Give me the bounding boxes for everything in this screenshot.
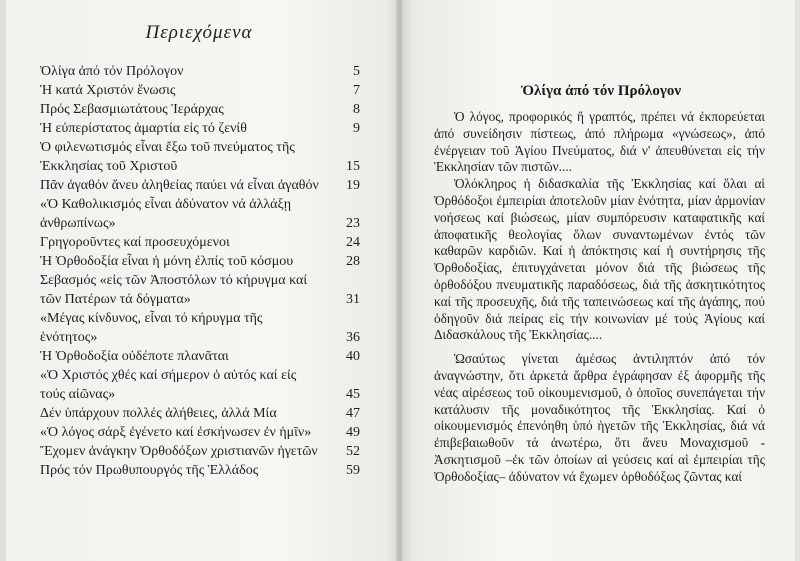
toc-entry-title: Ἡ εὐπερίστατος ἁμαρτία εἰς τό ζενίθ: [40, 121, 247, 136]
toc-entry: [40, 138, 360, 176]
toc-entry-page: 28: [346, 254, 360, 269]
toc-entry-page: 8: [353, 102, 360, 117]
body-text: [434, 109, 765, 486]
toc-entry-page: 23: [346, 216, 360, 231]
toc-entry-title: Ὀλίγα ἀπό τόν Πρόλογον: [40, 64, 184, 79]
toc-entry-title: «Μέγας κίνδυνος, εἶναι τό κήρυγμα τῆς ἑνότητος»: [40, 311, 263, 345]
toc-entry-title: Δέν ὑπάρχουν πολλές ἀλήθειες, ἀλλά Μία: [40, 406, 277, 421]
toc-entry-title: «Ὁ λόγος σάρξ ἐγένετο καί ἐσκήνωσεν ἐν ἡμῖν»: [40, 425, 312, 440]
toc-entry: [40, 461, 360, 480]
toc-entry: [40, 442, 360, 461]
paragraph: Ὁλόκληρος ἡ διδασκαλία τῆς Ἐκκλησίας καί ὅλαι αἱ Ὀρθόδοξοι ἐμπειρίαι ἀποτελοῦν μίαν ἑνότητα, μίαν ἁρμονίαν νοήσεως καί βιώσεως, μίαν συμπόρευσιν καταφατικῆς καί ἀποφατικῆς θεολογίας ὅλων συναντωμένων ἐντός τῶν καθαρῶν καρδιῶν. Καί ἡ ἀπόκτησις καί ἡ συντήρησις τῆς Ὀρθοδοξίας, ἐπιτυγχάνεται μόνον διά τῆς βιώσεως τῆς ὀρθοδόξου πνευματικῆς παραδόσεως, διά τῆς ἀσκητικότητος καί τῆς προσευχῆς, διά τῆς ταπεινώσεως καί τῆς ἀγάπης, πού ὁδηγοῦν διά πείρας εἰς τήν κοινωνίαν μέ τούς Ἁγίους καί Διδασκάλους τῆς Ἐκκλησίας....: [434, 176, 765, 343]
section-title: Ὀλίγα ἀπό τόν Πρόλογον: [520, 83, 682, 99]
paragraph: Ὁ λόγος, προφορικός ἤ γραπτός, πρέπει νά ἐκπορεύεται ἀπό συνείδησιν πίστεως, ἀπό πλήρωμα «γνώσεως», ἀπό ἐνέργειαν τοῦ Ἁγίου Πνεύματος, διά ν' ἀπευθύνεται εἰς τήν Ἐκκλησίαν τῶν πιστῶν....: [434, 109, 765, 175]
toc-entry: [40, 119, 360, 138]
toc-entry-page: 9: [353, 121, 360, 136]
toc-entry-page: 36: [346, 330, 360, 345]
toc-entry-page: 49: [346, 425, 360, 440]
toc-entry-title: Γρηγοροῦντες καί προσευχόμενοι: [40, 235, 230, 250]
toc-entry-page: 45: [346, 387, 360, 402]
toc-entry-page: 31: [346, 292, 360, 307]
toc-entry: [40, 233, 360, 252]
toc-entry-page: 24: [346, 235, 360, 250]
toc-entry-title: Πᾶν ἀγαθόν ἄνευ ἀληθείας παύει νά εἶναι ἀγαθόν: [40, 178, 319, 193]
toc-entry: [40, 252, 360, 271]
toc-entry-title: Πρός τόν Πρωθυπουργός τῆς Ἑλλάδος: [40, 463, 259, 478]
toc-heading: Περιεχόμενα: [145, 22, 253, 43]
toc-entry: [40, 366, 360, 404]
toc-entry: [40, 404, 360, 423]
toc-entry-title: Ἔχομεν ἀνάγκην Ὀρθοδόξων χριστιανῶν ἡγετῶν: [40, 444, 318, 459]
toc-entry: [40, 271, 360, 309]
table-of-contents: [40, 62, 360, 480]
toc-entry: [40, 423, 360, 442]
toc-entry: [40, 81, 360, 100]
toc-entry: [40, 100, 360, 119]
toc-entry: [40, 309, 360, 347]
toc-entry-page: 5: [353, 64, 360, 79]
toc-entry-page: 47: [346, 406, 360, 421]
paragraph: Ὡσαύτως γίνεται ἀμέσως ἀντιληπτόν ἀπό τόν ἀναγνώστην, ὅτι ἀρκετά ἄρθρα ἐγράφησαν ἐξ ἀφορμῆς τῆς νέας αἱρέσεως τοῦ οἰκουμενισμοῦ, ὁ ὁποῖος συνεπάγεται τήν κατάλυσιν τῆς μοναδικότητος τῆς Ἐκκλησίας. Καί ὁ οἰκουμενισμός ἐπενόηθη ὑπό ἡγετῶν τῆς Ἐκκλησίας, διά νά ἐπιβεβαιωθοῦν τά ἀνωτέρω, ὅτι ἄνευ Μοναχισμοῦ - Ἀσκητισμοῦ –ἐκ τῶν ὁποίων αἱ γεύσεις καί αἱ ἐμπειρίαι τῆς Ὀρθοδοξίας– ἀδύνατον νά ἔχωμεν ὀρθοδόξως ζῶντας καί: [434, 351, 765, 484]
toc-entry-title: Σεβασμός «εἰς τῶν Ἀποστόλων τό κήρυγμα καί τῶν Πατέρων τά δόγματα»: [40, 273, 308, 307]
toc-entry-page: 7: [353, 83, 360, 98]
toc-entry-page: 40: [346, 349, 360, 364]
toc-entry-title: Πρός Σεβασμιωτάτους Ἱεράρχας: [40, 102, 224, 117]
toc-entry: [40, 195, 360, 233]
toc-entry: [40, 62, 360, 81]
toc-entry: [40, 347, 360, 366]
toc-entry-page: 19: [346, 178, 360, 193]
toc-entry-title: Ἡ Ὀρθοδοξία εἶναι ἡ μόνη ἐλπίς τοῦ κόσμου: [40, 254, 294, 269]
toc-entry-title: «Ὁ Χριστός χθές καί σήμερον ὁ αὐτός καί εἰς τούς αἰῶνας»: [40, 368, 297, 402]
toc-entry-title: Ἡ Ὀρθοδοξία οὐδέποτε πλανᾶται: [40, 349, 229, 364]
toc-entry: [40, 176, 360, 195]
toc-entry-page: 15: [346, 159, 360, 174]
toc-entry-title: «Ὁ Καθολικισμός εἶναι ἀδύνατον νά ἀλλάξῃ ἀνθρωπίνως»: [40, 197, 292, 231]
toc-entry-title: Ὁ φιλενωτισμός εἶναι ἔξω τοῦ πνεύματος τῆς Ἐκκλησίας τοῦ Χριστοῦ: [40, 140, 295, 174]
toc-entry-page: 52: [346, 444, 360, 459]
toc-entry-title: Ἡ κατά Χριστόν ἕνωσις: [40, 83, 176, 98]
toc-entry-page: 59: [346, 463, 360, 478]
